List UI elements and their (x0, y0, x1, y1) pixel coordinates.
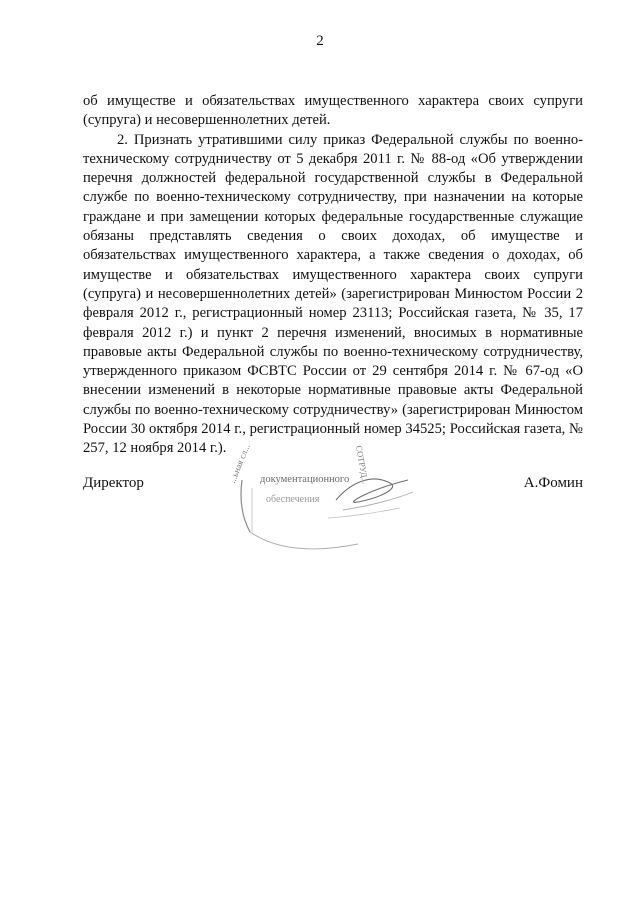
paragraph-item-2: 2. Признать утратившими силу приказ Федеральной службы по военно-техническому сотрудничеству от 5 декабря 2011 г. № 88-од «Об утверждении перечня должностей федеральной государственной службы в Федеральной службе по военно-техническому сотрудничеству, при назначении на которые граждане и при замещении которых федеральные государственные служащие обязаны представлять сведения о своих доходах, об имуществе и обязательствах имущественного характера, а также сведения о доходах, об имуществе и обязательствах имущественного характера своих супруги (супруга) и несовершеннолетних детей» (зарегистрирован Минюстом России 2 февраля 2012 г., регистрационный номер 23113; Российская газета, № 35, 17 февраля 2012 г.) и пункт 2 перечня изменений, вносимых в нормативные правовые акты Федеральной службы по военно-техническому сотрудничеству, утвержденного приказом ФСВТС России от 29 сентября 2014 г. № 67-од «О внесении изменений в некоторые нормативные правовые акты Федеральной службы по военно-техническому сотрудничеству» (зарегистрирован Минюстом России 30 октября 2014 г., регистрационный номер 34525; Российская газета, № 257, 12 ноября 2014 г.). (83, 131, 583, 457)
stamp-text-upper: документационного (260, 474, 350, 485)
document-body (83, 92, 583, 459)
stamp-text-lower: обеспечения (266, 494, 320, 505)
stamp-text-right: СОТРУД... (354, 444, 371, 485)
signer-position: Директор (83, 475, 144, 491)
paragraph-continuation: об имуществе и обязательствах имущественного характера своих супруги (супруга) и несовершеннолетних детей. (83, 93, 583, 129)
stamp-text-top-left: ...ьная сл... (227, 442, 252, 485)
stamp-seal-icon (228, 440, 418, 555)
signer-name: А.Фомин (523, 475, 583, 491)
stamp-and-signature (228, 440, 418, 555)
page-number: 2 (316, 33, 324, 49)
